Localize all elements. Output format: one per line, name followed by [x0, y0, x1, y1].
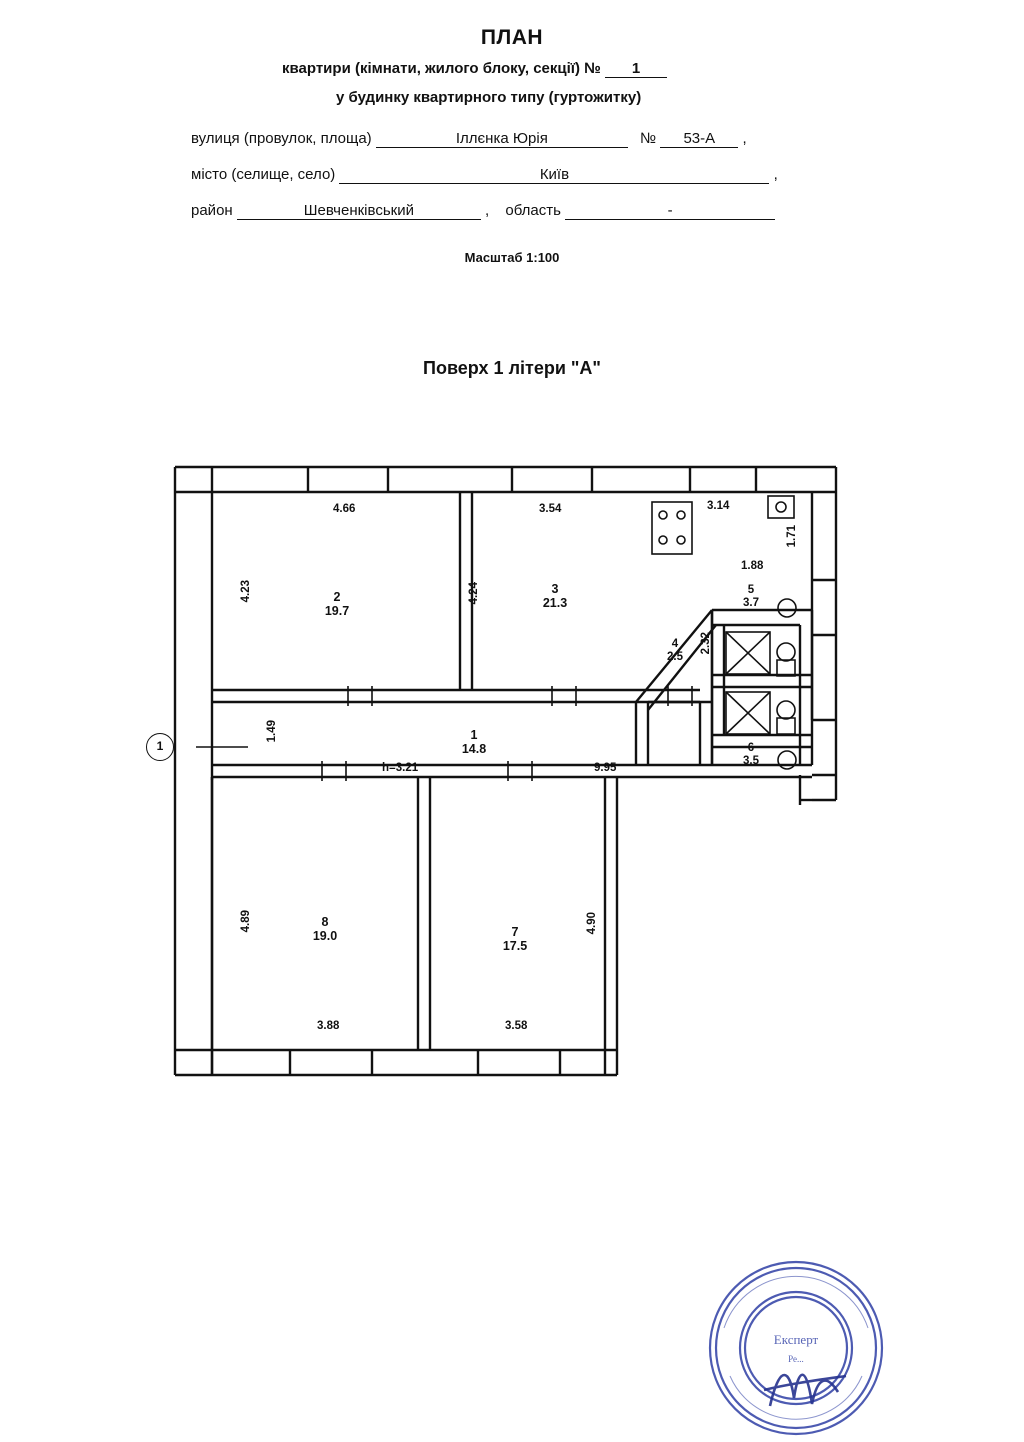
- axis-marker-1: 1: [146, 733, 174, 761]
- room-label-3: 3 21.3: [542, 582, 568, 611]
- district-suffix: ,: [485, 202, 490, 219]
- dim-left-lower: 4.89: [240, 910, 252, 933]
- apartment-number: 1: [605, 60, 667, 78]
- apartment-label: квартири (кімнати, жилого блоку, секції) №: [282, 60, 601, 77]
- house-suffix: ,: [742, 130, 747, 147]
- dim-top-room3: 3.54: [539, 503, 562, 515]
- dim-top-room2: 4.66: [333, 503, 356, 515]
- house-value: 53-А: [660, 130, 738, 148]
- dim-corridor-long: 9.95: [594, 762, 617, 774]
- house-label: №: [640, 130, 657, 147]
- floor-plan-drawing: [0, 420, 1024, 1120]
- dim-left-room2: 4.23: [240, 580, 252, 603]
- height-note: h=3.21: [382, 762, 419, 774]
- building-type-line: у будинку квартирного типу (гуртожитку): [336, 89, 642, 106]
- dim-bottom-room8: 3.88: [317, 1020, 340, 1032]
- dim-corridor-short: 1.49: [266, 720, 278, 743]
- floor-plan-svg: [0, 420, 1024, 1120]
- city-row: [191, 166, 778, 184]
- city-suffix: ,: [773, 166, 778, 183]
- official-stamp: [706, 1258, 886, 1438]
- room-label-8: 8 19.0: [312, 915, 338, 944]
- dim-bottom-room7: 3.58: [505, 1020, 528, 1032]
- dim-room3-left: 4.24: [468, 582, 480, 605]
- street-value: Іллєнка Юрія: [376, 130, 628, 148]
- room-label-1: 1 14.8: [461, 728, 487, 757]
- street-row: [191, 130, 747, 148]
- room-label-2: 2 19.7: [324, 590, 350, 619]
- room-label-7: 7 17.5: [502, 925, 528, 954]
- region-label: область: [505, 202, 561, 219]
- city-label: місто (селище, село): [191, 166, 336, 183]
- page-title: ПЛАН: [480, 26, 544, 49]
- district-label: район: [191, 202, 233, 219]
- room-label-5: 5 3.7: [743, 584, 759, 610]
- dim-right-lower: 4.90: [586, 912, 598, 935]
- district-value: Шевченківський: [237, 202, 481, 220]
- room-label-4: 4 2.5: [667, 638, 683, 664]
- district-row: [191, 202, 775, 220]
- city-value: Київ: [339, 166, 769, 184]
- dim-top-kitchen: 3.14: [707, 500, 730, 512]
- room-label-6: 6 3.5: [743, 742, 759, 768]
- dim-vert-232: 2.32: [700, 632, 712, 655]
- scale-note: Масштаб 1:100: [464, 250, 560, 265]
- dim-right-upper: 1.71: [786, 525, 798, 548]
- stamp-center-text: Експерт: [773, 1332, 819, 1347]
- stamp-sub-text: Ре...: [788, 1354, 804, 1364]
- floor-caption: Поверх 1 літери "А": [423, 358, 601, 378]
- apartment-line: [282, 60, 667, 78]
- street-label: вулиця (провулок, площа): [191, 130, 372, 147]
- region-value: -: [565, 202, 775, 220]
- dim-bath-width: 1.88: [741, 560, 764, 572]
